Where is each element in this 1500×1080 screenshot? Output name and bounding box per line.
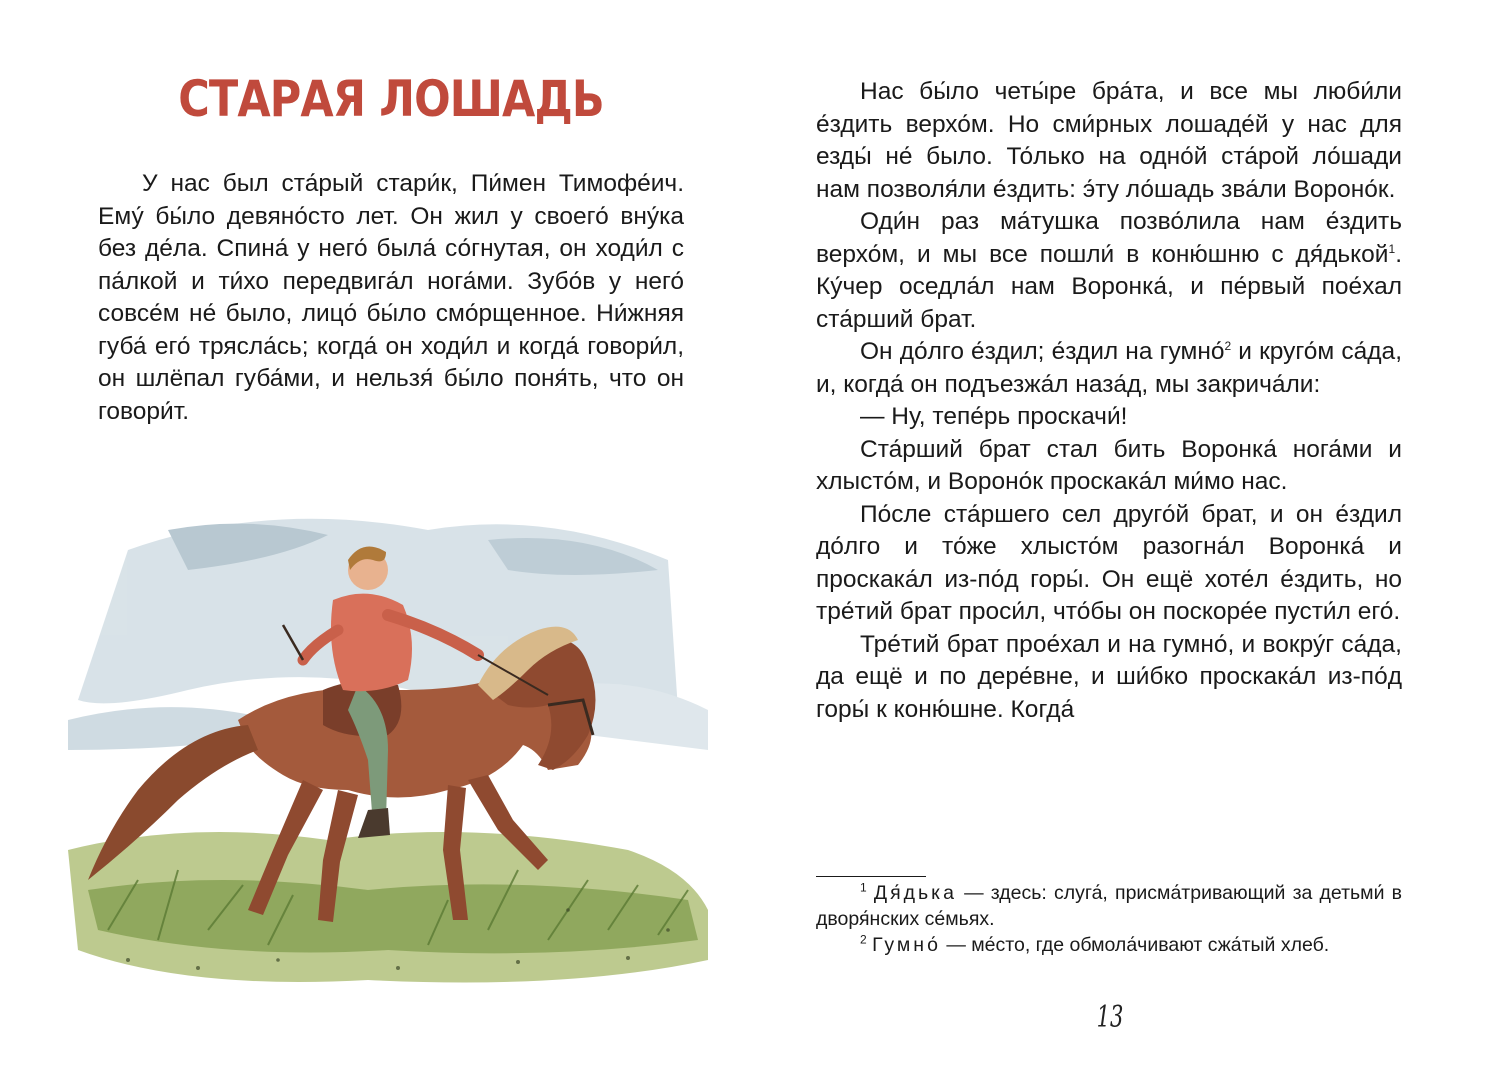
paragraph: — Ну, тепе́рь проскачи́! bbox=[860, 403, 1128, 430]
footnote bbox=[816, 880, 1402, 932]
footnote-text: — здесь: слуга́, присма́тривающий за детьми́ в дворя́нских се́мьях. bbox=[816, 882, 1403, 930]
footnote-mark: 2 bbox=[860, 932, 867, 947]
paragraph: Нас бы́ло четы́ре бра́та, и все мы люби́ли е́здить верхо́м. Но сми́рных лошаде́й у нас для езды́ не́ было. То́лько на одно́й ста́рой ло́шади нам позволя́ли е́здить: э́ту ло́шадь зва́ли Вороно́к. bbox=[816, 78, 1402, 203]
paragraph-text: Он до́лго е́здил; е́здил на гумно́ bbox=[860, 338, 1225, 365]
paragraph: У нас был ста́рый стари́к, Пи́мен Тимофе́ич. Ему́ бы́ло девяно́сто лет. Он жил у своего́ вну́ка без де́ла. Спина́ у него́ была́ со́гнутая, он ходи́л с па́лкой и ти́хо передвига́л нога́ми. Зубо́в у него́ совсе́м не́ было, лицо́ бы́ло смо́рщенное. Ни́жняя губа́ его́ трясла́сь; когда́ он ходи́л и когда́ говори́л, он шлёпал губа́ми, и нельзя́ бы́ло поня́ть, что он говори́т. bbox=[98, 170, 684, 425]
paragraph-text: . Ку́чер оседла́л нам Воронка́, и пе́рвый пое́хал ста́рший брат. bbox=[816, 240, 1402, 333]
footnote-mark: 2 bbox=[1224, 338, 1232, 353]
left-text-block bbox=[98, 168, 684, 428]
footnote-term: Гумно́ bbox=[872, 934, 941, 956]
footnote-text: — ме́сто, где обмола́чивают сжа́тый хлеб. bbox=[940, 934, 1330, 956]
paragraph: Тре́тий брат прое́хал и на гумно́, и вокру́г са́да, да ещё и по дере́вне, и ши́бко проскака́л из-по́д горы́ к коню́шне. Когда́ bbox=[816, 630, 1402, 723]
footnote bbox=[816, 932, 1402, 958]
paragraph-text: Оди́н раз ма́тушка позво́лила нам е́здить верхо́м, и мы все пошли́ в коню́шню с дя́дькой bbox=[816, 208, 1402, 268]
footnotes bbox=[816, 880, 1402, 958]
paragraph bbox=[816, 206, 1402, 336]
footnote-mark: 1 bbox=[1388, 241, 1396, 256]
paragraph-text: и круго́м са́да, и, когда́ он подъезжа́л наза́д, мы закрича́ли: bbox=[816, 338, 1402, 398]
boy-riding-horse-illustration bbox=[68, 490, 718, 990]
paragraph: Ста́рший брат стал бить Воронка́ нога́ми и хлысто́м, и Вороно́к проскака́л ми́мо нас. bbox=[816, 435, 1402, 495]
page-number: 13 bbox=[1096, 1000, 1124, 1035]
footnote-mark: 1 bbox=[860, 880, 867, 895]
paragraph: По́сле ста́ршего сел друго́й брат, и он е́здил до́лго и то́же хлысто́м разогна́л Воронка́ и проскака́л из-по́д горы́. Он ещё хоте́л е́здить, но тре́тий брат проси́л, что́бы он поскоре́е пусти́л его́. bbox=[816, 500, 1402, 625]
right-page bbox=[750, 0, 1500, 1080]
paragraph bbox=[816, 336, 1402, 401]
story-title: СТАРАЯ ЛОШАДЬ bbox=[178, 70, 604, 128]
footnote-divider bbox=[816, 876, 926, 877]
footnote-term: Дя́дька bbox=[873, 882, 957, 904]
right-text-block bbox=[816, 76, 1402, 726]
